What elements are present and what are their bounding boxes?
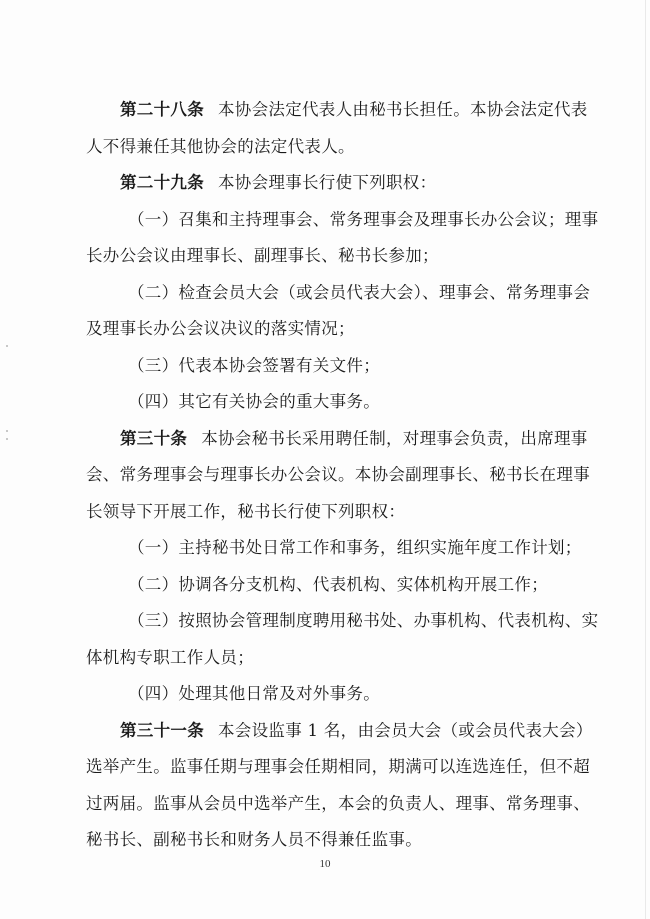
article-30-line-1 (86, 421, 588, 458)
article-29-item-3: （三）代表本协会签署有关文件； (128, 355, 380, 375)
article-31-line-2: 选举产生。监事任期与理事会任期相同，期满可以连选连任，但不超 (86, 757, 590, 776)
article-28-line-1 (86, 92, 588, 129)
article-29-item-2-line-1: （二）检查会员大会（或会员代表大会）、理事会、常务理事会 (128, 282, 591, 302)
scan-speck (6, 345, 8, 347)
scan-edge-line (645, 0, 646, 919)
article-29-item-1-line-2: 长办公会议由理事长、副理事长、秘书长参加； (86, 246, 439, 265)
article-31-line-4: 秘书长、副秘书长和财务人员不得兼任监事。 (86, 830, 422, 849)
article-30-item-3-line-1: （三）按照协会管理制度聘用秘书处、办事机构、代表机构、实 (128, 611, 599, 630)
article-31-line-1 (86, 713, 593, 750)
scan-speck (6, 430, 8, 432)
scan-speck (6, 438, 8, 440)
document-body (86, 92, 599, 859)
article-31-line-3: 过两届。监事从会员中选举产生，本会的负责人、理事、常务理事、 (86, 793, 590, 813)
article-29-item-2-line-2: 及理事长办公会议决议的落实情况； (86, 319, 355, 338)
article-29-heading: 第二十九条 (120, 173, 204, 192)
article-28-line-2: 人不得兼任其他协会的法定代表人。 (86, 136, 355, 156)
article-31-heading: 第三十一条 (120, 720, 204, 740)
article-29-line-1 (86, 165, 566, 202)
article-30-item-1: （一）主持秘书处日常工作和事务，组织实施年度工作计划； (128, 538, 582, 557)
article-30-item-2: （二）协调各分支机构、代表机构、实体机构开展工作； (128, 574, 548, 594)
article-28-heading: 第二十八条 (120, 100, 204, 119)
article-29-item-4: （四）其它有关协会的重大事务。 (128, 392, 380, 411)
article-30-line-2: 会、常务理事会与理事长办公会议。本协会副理事长、秘书长在理事 (86, 465, 590, 484)
article-30-heading: 第三十条 (120, 428, 188, 448)
article-28-text: 本协会法定代表人由秘书长担任。本协会法定代表 (218, 100, 588, 119)
article-30-item-4: （四）处理其他日常及对外事务。 (128, 684, 380, 703)
article-30-text: 本协会秘书长采用聘任制，对理事会负责，出席理事 (201, 428, 588, 448)
article-29-item-1-line-1: （一）召集和主持理事会、常务理事会及理事长办公会议；理事 (128, 209, 599, 229)
article-29-text: 本协会理事长行使下列职权： (218, 173, 437, 192)
article-30-line-3: 长领导下开展工作，秘书长行使下列职权： (86, 501, 406, 521)
article-31-text: 本会设监事 1 名，由会员大会（或会员代表大会） (218, 720, 593, 740)
page-number: 10 (319, 858, 331, 870)
article-30-item-3-line-2: 体机构专职工作人员； (86, 647, 254, 667)
